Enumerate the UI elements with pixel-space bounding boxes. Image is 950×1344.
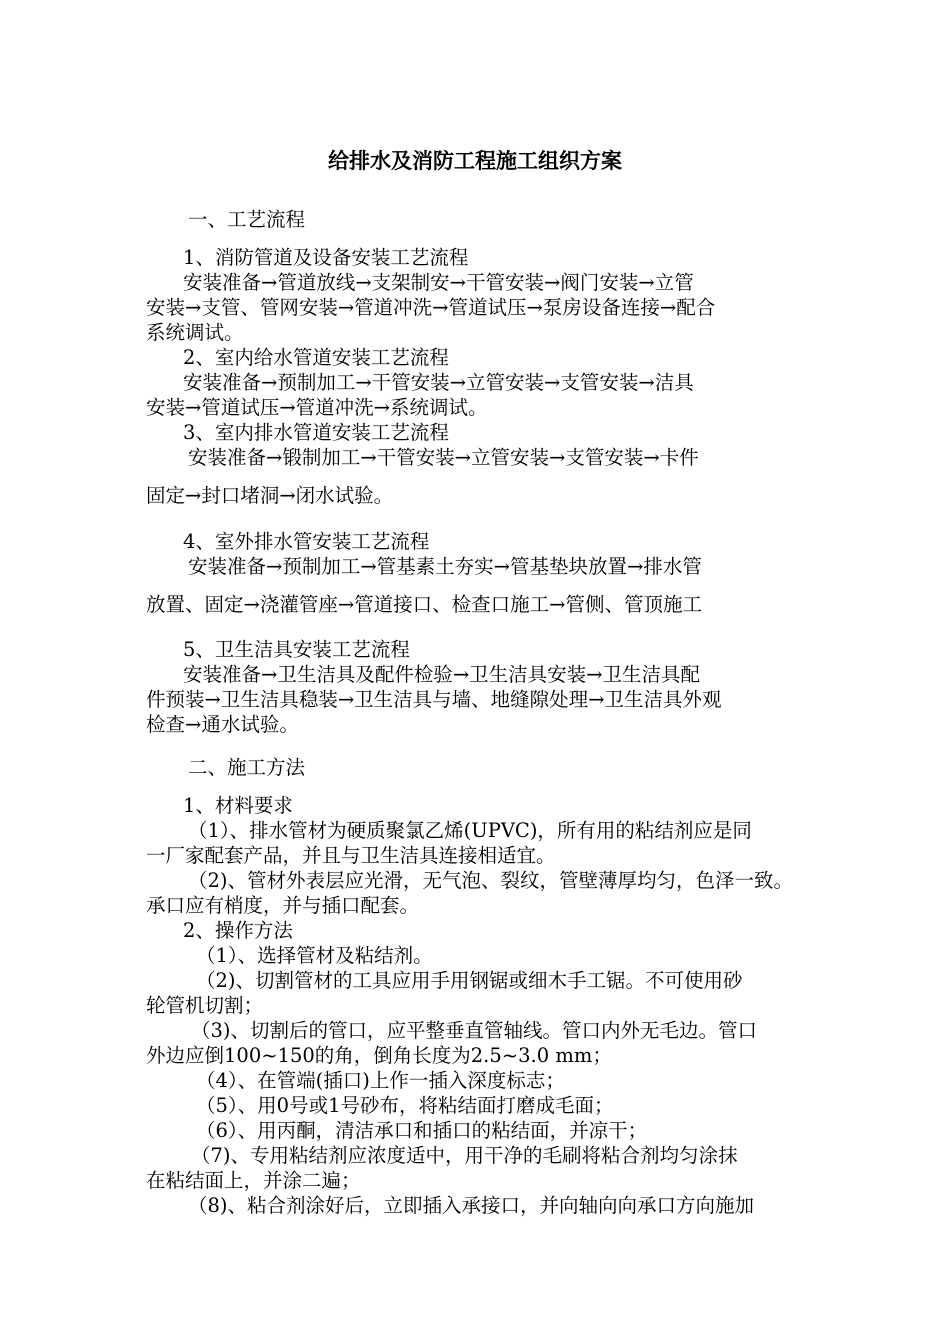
paragraph-line: （1）、排水管材为硬质聚氯乙烯(UPVC)，所有用的粘结剂应是同 (188, 819, 752, 842)
paragraph-line: （2)、切割管材的工具应用手用钢锯或细木手工锯。不可使用砂 (196, 969, 743, 992)
paragraph-line: 系统调试。 (146, 321, 244, 344)
paragraph-line: （4）、在管端(插口)上作一插入深度标志； (196, 1069, 565, 1092)
paragraph-line: 安装→支管、管网安装→管道冲洗→管道试压→泵房设备连接→配合 (146, 296, 716, 319)
subsection-heading: 4、室外排水管安装工艺流程 (183, 530, 430, 553)
paragraph-line: 在粘结面上，并涂二遍； (146, 1169, 361, 1192)
paragraph-line: 放置、固定→浇灌管座→管道接口、检查口施工→管侧、管顶施工 (146, 593, 703, 616)
paragraph-line: （7)、专用粘结剂应浓度适中，用干净的毛刷将粘合剂均匀涂抹 (191, 1144, 738, 1167)
paragraph-line: 一厂家配套产品，并且与卫生洁具连接相适宜。 (146, 844, 556, 867)
subsection-heading: 1、材料要求 (183, 794, 293, 817)
paragraph-line: （2)、管材外表层应光滑，无气泡、裂纹，管壁薄厚均匀，色泽一致。 (188, 869, 794, 892)
paragraph-line: 外边应倒100~150的角，倒角长度为2.5~3.0 mm； (146, 1044, 612, 1067)
subsection-heading: 1、消防管道及设备安装工艺流程 (183, 246, 469, 269)
paragraph-line: 承口应有梢度，并与插口配套。 (146, 894, 420, 917)
paragraph-line: （8)、粘合剂涂好后，立即插入承接口，并向轴向向承口方向施加 (188, 1194, 755, 1217)
paragraph-line: 检查→通水试验。 (146, 713, 299, 736)
paragraph-line: （6）、用丙酮，清洁承口和插口的粘结面，并凉干； (196, 1119, 648, 1142)
paragraph-line: 件预装→卫生洁具稳装→卫生洁具与墙、地缝隙处理→卫生洁具外观 (146, 688, 722, 711)
paragraph-line: （1）、选择管材及粘结剂。 (196, 944, 433, 967)
paragraph-line: 固定→封口堵洞→闭水试验。 (146, 484, 394, 507)
subsection-heading: 2、室内给水管道安装工艺流程 (183, 346, 449, 369)
paragraph-line: 安装→管道试压→管道冲洗→系统调试。 (146, 396, 488, 419)
paragraph-line: 安装准备→预制加工→管基素土夯实→管基垫块放置→排水管 (188, 555, 702, 578)
paragraph-line: 轮管机切割； (146, 994, 264, 1017)
subsection-heading: 3、室内排水管道安装工艺流程 (183, 421, 449, 444)
section-heading: 二、施工方法 (188, 756, 306, 779)
section-heading: 一、工艺流程 (188, 208, 306, 231)
subsection-heading: 2、操作方法 (183, 919, 293, 942)
document-title: 给排水及消防工程施工组织方案 (328, 148, 622, 173)
paragraph-line: （5）、用0号或1号砂布，将粘结面打磨成毛面； (196, 1094, 614, 1117)
subsection-heading: 5、卫生洁具安装工艺流程 (183, 638, 410, 661)
paragraph-line: 安装准备→管道放线→支架制安→干管安装→阀门安装→立管 (183, 271, 694, 294)
paragraph-line: 安装准备→锻制加工→干管安装→立管安装→支管安装→卡件 (188, 446, 699, 469)
paragraph-line: 安装准备→预制加工→干管安装→立管安装→支管安装→洁具 (183, 371, 694, 394)
paragraph-line: （3)、切割后的管口，应平整垂直管轴线。管口内外无毛边。管口 (191, 1019, 758, 1042)
paragraph-line: 安装准备→卫生洁具及配件检验→卫生洁具安装→卫生洁具配 (183, 663, 701, 686)
